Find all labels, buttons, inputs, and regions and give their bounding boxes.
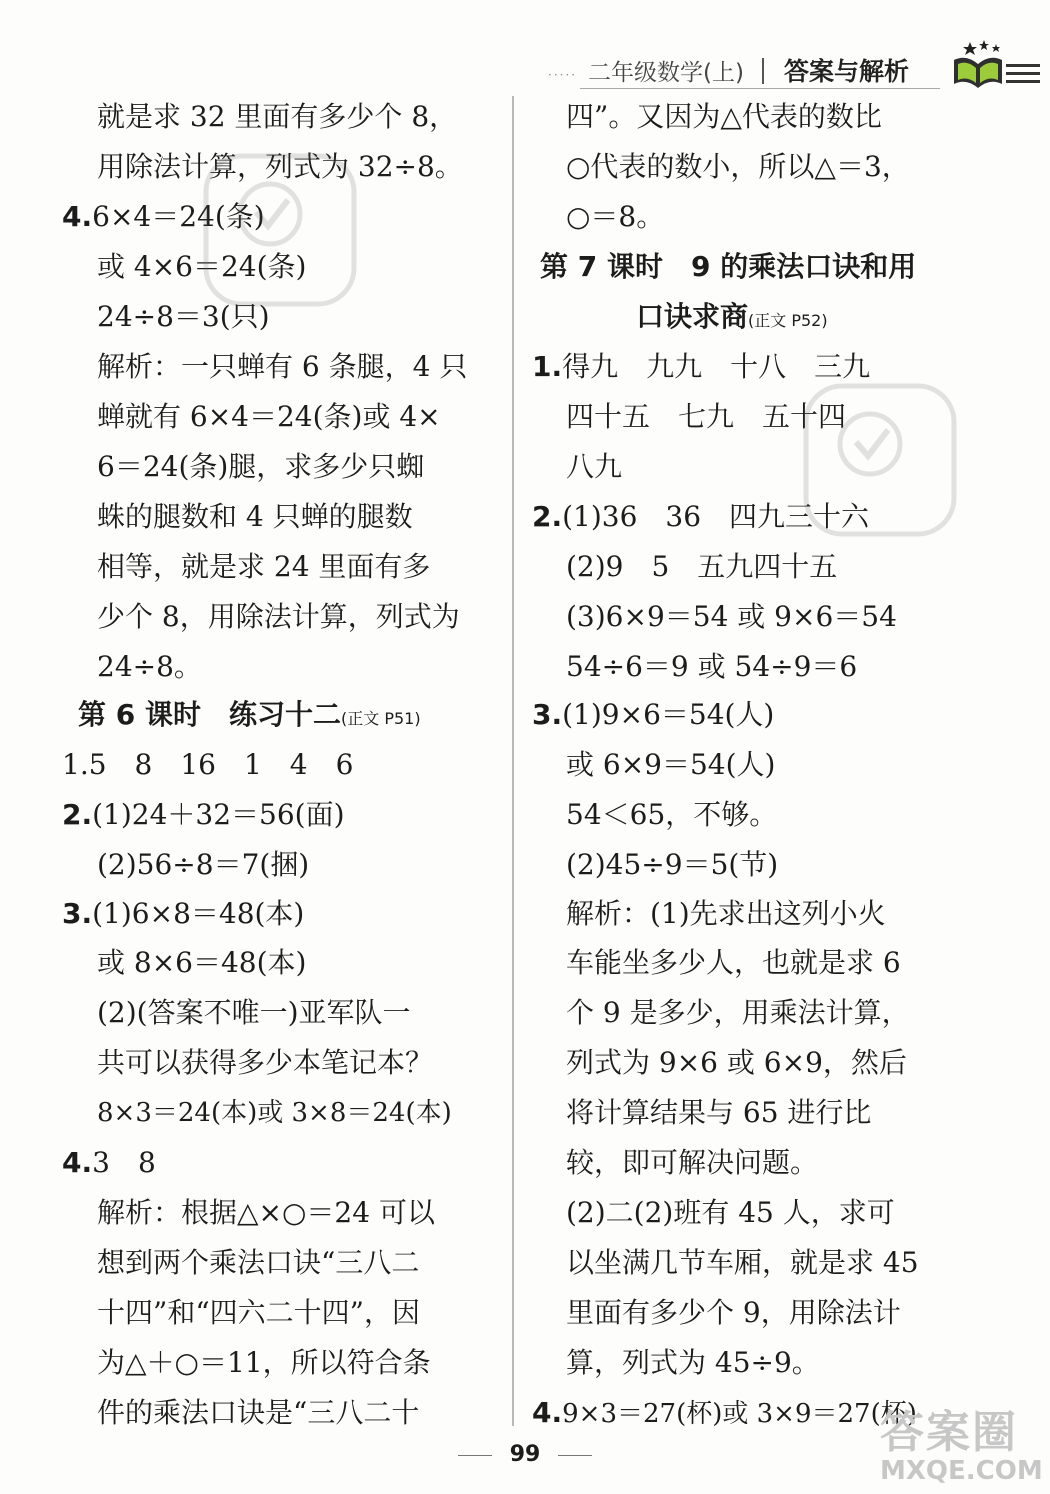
text-line: 就是求 32 里面有多少个 8， — [97, 100, 458, 133]
text-line: (3)6×9＝54 或 9×6＝54 — [566, 600, 897, 633]
text-line: 共可以获得多少本笔记本？ — [97, 1046, 434, 1079]
text-line: 件的乘法口诀是“三八二十 — [97, 1396, 420, 1429]
page-number: 99 — [509, 1442, 541, 1467]
answer-line: 4.9×3＝27(杯)或 3×9＝27(杯) — [532, 1396, 917, 1429]
analysis-line: 解析：一只蝉有 6 条腿，4 只 — [97, 350, 468, 383]
answer-line: 3.(1)6×8＝48(本) — [62, 897, 305, 930]
text-line: 个 9 是多少，用乘法计算， — [566, 996, 910, 1029]
text-line: 少个 8，用除法计算，列式为 — [97, 600, 460, 633]
question-number: 4. — [62, 1146, 93, 1179]
text-line: ○代表的数小，所以△＝3， — [566, 150, 910, 183]
text-line: 八九 — [566, 450, 623, 483]
analysis-line: 解析：根据△×○＝24 可以 — [97, 1196, 435, 1229]
question-number: 2. — [62, 798, 93, 831]
text-line: 相等，就是求 24 里面有多 — [97, 550, 431, 583]
text-line: 54＜65，不够。 — [566, 798, 778, 831]
text-line: 或 4×6＝24(条) — [97, 250, 307, 283]
header-title: 答案与解析 — [784, 57, 910, 86]
footer-dash — [458, 1455, 492, 1456]
section-title-lesson-6: 第 6 课时 练习十二(正文 P51) — [78, 698, 421, 731]
text-line: 或 6×9＝54(人) — [566, 748, 776, 781]
text-line: 6＝24(条)腿，求多少只蜘 — [97, 450, 425, 483]
text-line: 以坐满几节车厢，就是求 45 — [566, 1246, 919, 1279]
text-line: 四”。又因为△代表的数比 — [566, 100, 882, 133]
column-divider — [512, 96, 514, 1426]
question-number: 1. — [532, 350, 563, 383]
text-line: 蝉就有 6×4＝24(条)或 4× — [97, 400, 441, 433]
text-line: (2)9 5 五九四十五 — [566, 550, 838, 583]
text-line: 十四”和“四六二十四”，因 — [97, 1296, 420, 1329]
answer-line: 4.3 8 — [62, 1146, 156, 1179]
footer-dash — [558, 1455, 592, 1456]
header-underline — [580, 88, 940, 89]
check-stamp-icon — [200, 150, 360, 310]
page-reference: (正文 P52) — [748, 311, 828, 330]
answer-line: 2.(1)24＋32＝56(面) — [62, 798, 345, 831]
answer-line: 1.得九 九九 十八 三九 — [532, 350, 871, 383]
text-line: (2)56÷8＝7(捆) — [97, 848, 310, 881]
section-title-lesson-7-cont: 口诀求商(正文 P52) — [636, 300, 828, 333]
text-line: 54÷6＝9 或 54÷9＝6 — [566, 650, 858, 683]
answer-line: 1.5 8 16 1 4 6 — [62, 748, 354, 781]
section-title-lesson-7: 第 7 课时 9 的乘法口诀和用 — [540, 250, 917, 283]
text-line: 算，列式为 45÷9。 — [566, 1346, 820, 1379]
text-line: (2)45÷9＝5(节) — [566, 848, 779, 881]
site-watermark: 答案圈 MXQE.COM — [880, 1407, 1043, 1486]
header-dots: ····· — [548, 68, 578, 82]
text-line: (2)二(2)班有 45 人，求可 — [566, 1196, 895, 1229]
question-number: 4. — [62, 200, 93, 233]
text-line: 列式为 9×6 或 6×9，然后 — [566, 1046, 907, 1079]
text-line: 将计算结果与 65 进行比 — [566, 1096, 872, 1129]
text-line: 想到两个乘法口诀“三八二 — [97, 1246, 420, 1279]
answer-line: 2.(1)36 36 四九三十六 — [532, 500, 870, 533]
header-lines-icon — [1006, 62, 1040, 84]
text-line: 里面有多少个 9，用除法计 — [566, 1296, 901, 1329]
question-number: 3. — [62, 897, 93, 930]
text-line: ○＝8。 — [566, 200, 665, 233]
header-subject: 二年级数学(上) — [588, 60, 744, 86]
text-line: 24÷8＝3(只) — [97, 300, 270, 333]
header-separator — [762, 58, 764, 84]
text-line: 用除法计算，列式为 32÷8。 — [97, 150, 463, 183]
question-number: 4. — [532, 1396, 563, 1429]
text-line: 为△＋○＝11，所以符合条 — [97, 1346, 431, 1379]
text-line: 四十五 七九 五十四 — [566, 400, 847, 433]
answer-line: 3.(1)9×6＝54(人) — [532, 698, 775, 731]
text-line: 8×3＝24(本)或 3×8＝24(本) — [97, 1098, 452, 1128]
text-line: 车能坐多少人，也就是求 6 — [566, 946, 901, 979]
page-header — [540, 48, 1040, 92]
question-number: 3. — [532, 698, 563, 731]
text-line: 或 8×6＝48(本) — [97, 946, 307, 979]
text-line: (2)(答案不唯一)亚军队一 — [97, 996, 411, 1029]
page-reference: (正文 P51) — [340, 709, 421, 728]
question-number: 2. — [532, 500, 563, 533]
text-line: 24÷8。 — [97, 650, 202, 683]
book-icon — [948, 38, 1008, 90]
analysis-line: 解析：(1)先求出这列小火 — [566, 897, 886, 930]
text-line: 较，即可解决问题。 — [566, 1146, 819, 1179]
check-stamp-icon — [800, 380, 960, 540]
text-line: 蛛的腿数和 4 只蝉的腿数 — [97, 500, 413, 533]
answer-line: 4.6×4＝24(条) — [62, 200, 265, 233]
